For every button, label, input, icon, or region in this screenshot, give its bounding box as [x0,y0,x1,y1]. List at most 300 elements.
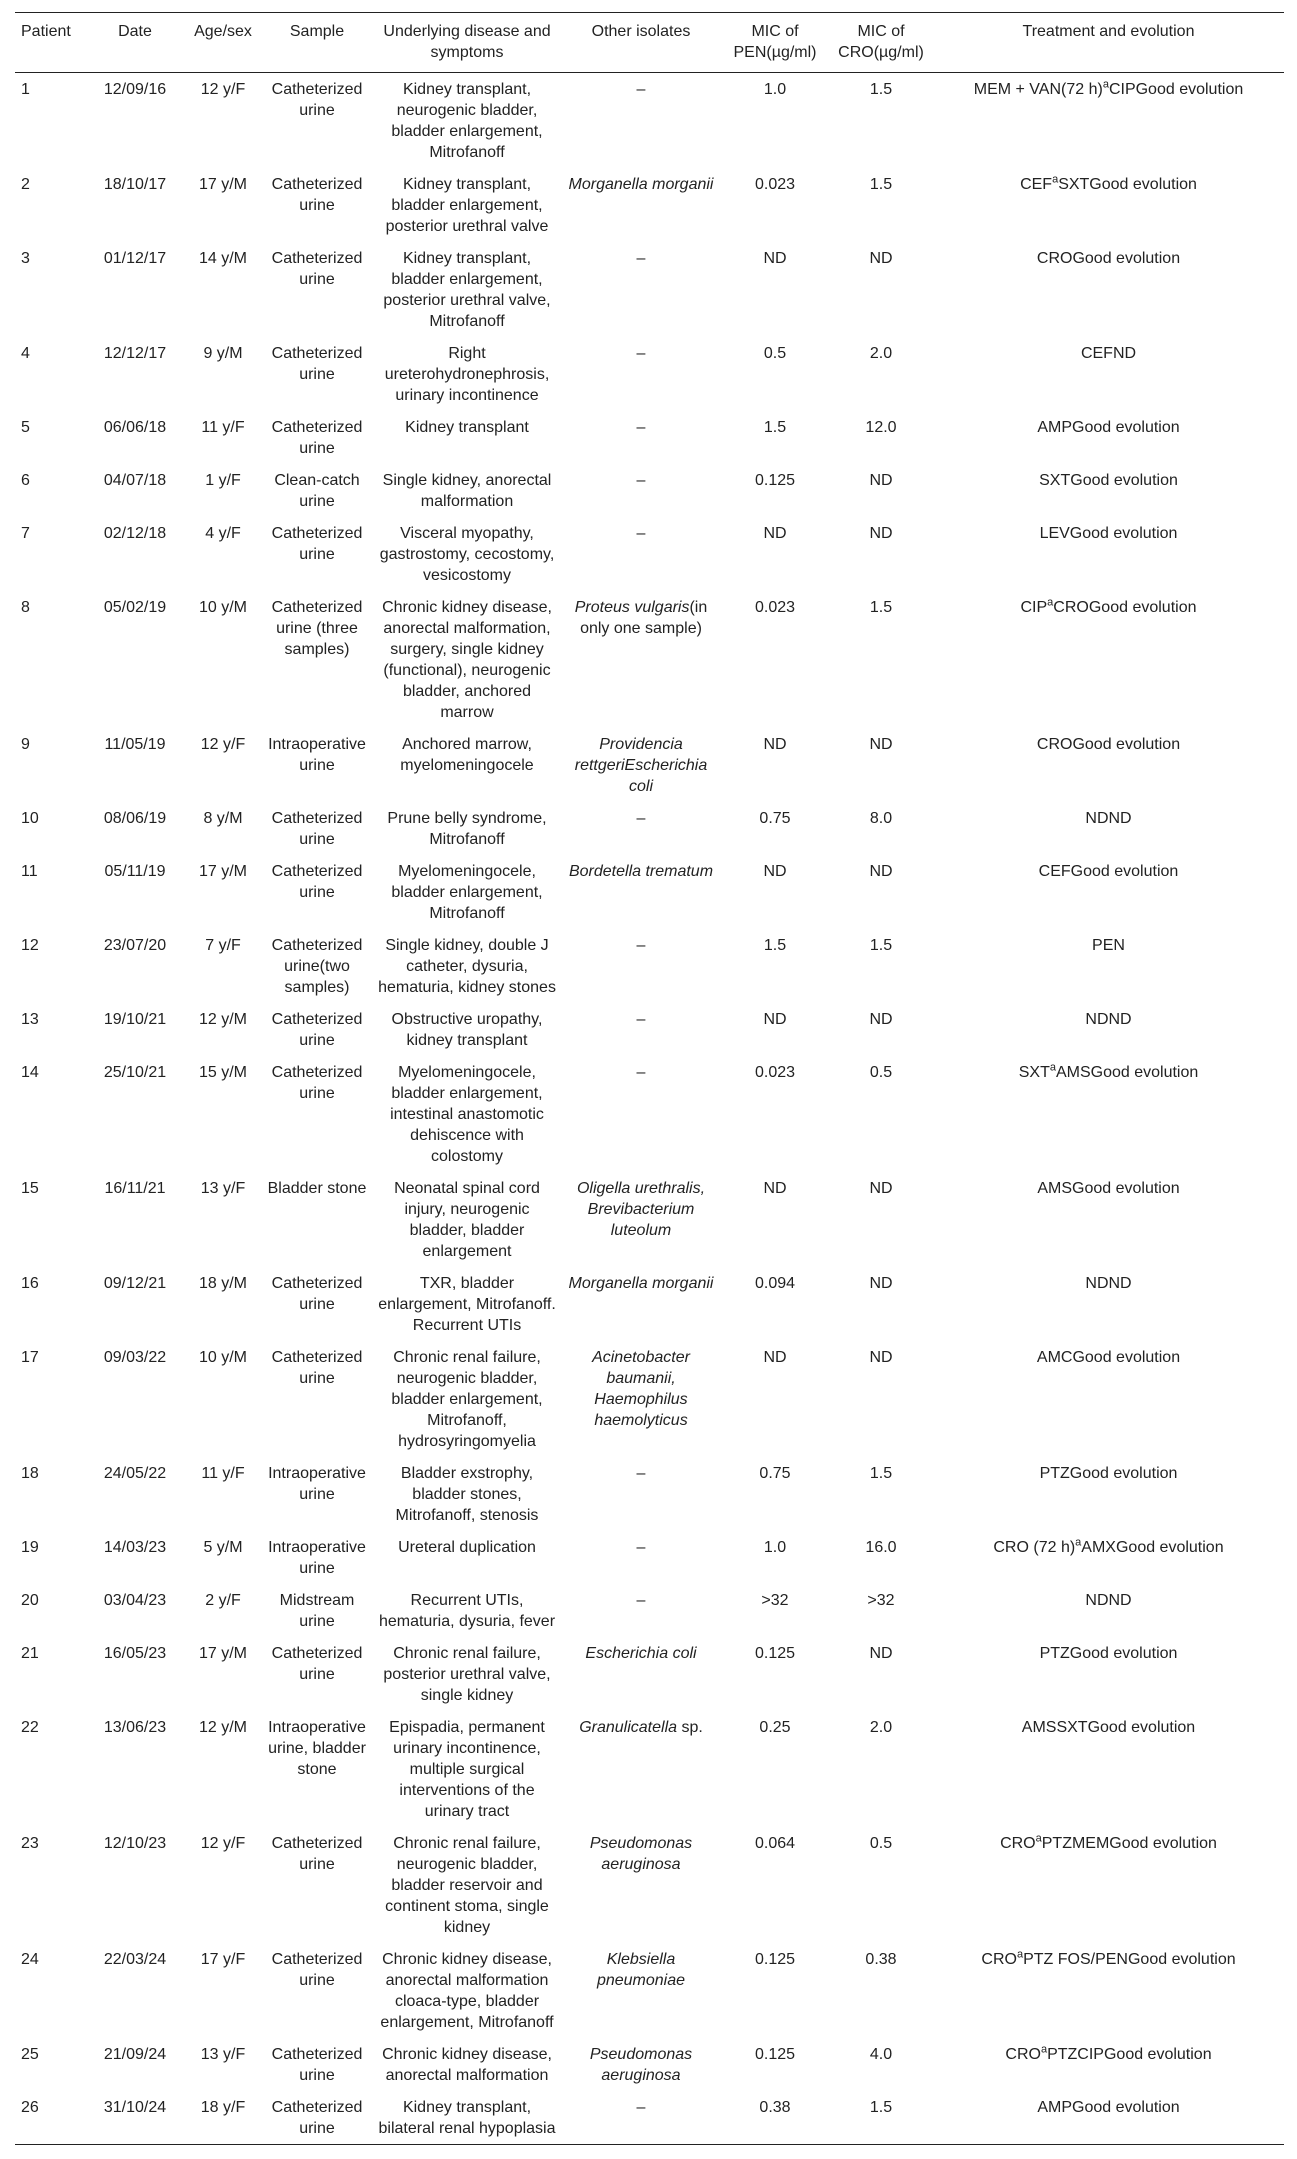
cell-sample: Catheterized urine [271,345,363,383]
treatment-evolution: NDND [1085,1275,1132,1292]
table-row [15,1637,1284,1711]
cell-age-sex: 8 y/M [203,810,243,827]
cell-treatment [933,73,1284,169]
cell-disease: Anchored marrow, myelomeningocele [400,736,534,774]
cell-mic-cro: 0.38 [865,1951,897,1968]
cell-sample: Catheterized urine [271,250,363,288]
cell-age-sex: 15 y/M [198,1064,247,1081]
treatment-evolution: PTZMEMGood evolution [1041,1835,1217,1852]
cell-treatment [933,1172,1284,1267]
cell-patient: 3 [21,250,30,267]
cell-mic-pen: 0.023 [754,1064,796,1081]
isolate-name: Pseudomonas aeruginosa [589,1835,693,1873]
patient-table [15,12,1284,2145]
table-row [15,1056,1284,1172]
table-container [15,12,1284,2145]
cell-isolates [561,242,721,337]
table-row [15,1584,1284,1637]
treatment-evolution: PEN [1092,937,1125,954]
isolate-name: – [636,81,646,98]
cell-disease: Kidney transplant, bilateral renal hypoplasia [378,2099,556,2137]
cell-mic-cro: ND [869,1180,893,1197]
header-mic-cro: MIC of CRO(µg/ml) [838,23,924,61]
isolate-name: – [636,1064,646,1081]
cell-isolates [561,929,721,1003]
cell-mic-cro: 12.0 [865,419,897,436]
table-row [15,802,1284,855]
cell-mic-pen: 0.5 [763,345,787,362]
cell-disease: Chronic kidney disease, anorectal malformation, surgery, single kidney (functional), neurogenic bladder, anchored marrow [382,599,552,721]
initial-treatment: CRO [981,1951,1017,1968]
table-row [15,464,1284,517]
treatment-evolution: SXTGood evolution [1058,176,1197,193]
table-row [15,2091,1284,2145]
cell-sample: Intraoperative urine [268,736,366,774]
cell-age-sex: 12 y/M [198,1719,247,1736]
cell-isolates [561,1637,721,1711]
cell-treatment [933,1943,1284,2038]
cell-mic-pen: 1.5 [763,937,787,954]
cell-sample: Bladder stone [267,1180,367,1197]
cell-age-sex: 5 y/M [203,1539,243,1556]
isolate-name: – [636,1592,646,1609]
cell-mic-pen: ND [763,1011,787,1028]
cell-mic-cro: 4.0 [869,2046,893,2063]
cell-isolates [561,1056,721,1172]
table-row [15,1457,1284,1531]
cell-date: 05/11/19 [104,863,166,880]
cell-date: 16/05/23 [103,1645,167,1662]
cell-sample: Catheterized urine (three samples) [271,599,363,658]
cell-disease: Single kidney, anorectal malformation [382,472,552,510]
cell-date: 24/05/22 [103,1465,167,1482]
treatment-evolution: NDND [1085,1592,1132,1609]
cell-date: 12/12/17 [103,345,167,362]
cell-mic-cro: ND [869,1011,893,1028]
treatment-evolution: CROGood evolution [1036,736,1181,753]
cell-treatment [933,1267,1284,1341]
isolate-name: – [636,345,646,362]
cell-date: 21/09/24 [103,2046,167,2063]
cell-date: 05/02/19 [103,599,167,616]
isolate-note: (in only one sample) [580,599,708,637]
cell-treatment [933,1827,1284,1943]
treatment-evolution: SXTGood evolution [1039,472,1178,489]
cell-sample: Catheterized urine [271,1645,363,1683]
cell-mic-pen: 1.0 [763,1539,787,1556]
treatment-evolution: AMSGood evolution [1055,1064,1199,1081]
cell-date: 11/05/19 [104,736,166,753]
cell-isolates [561,1457,721,1531]
cell-sample: Intraoperative urine [268,1539,366,1577]
cell-date: 31/10/24 [103,2099,167,2116]
cell-patient: 8 [21,599,30,616]
cell-disease: Bladder exstrophy, bladder stones, Mitrofanoff, stenosis [395,1465,539,1524]
cell-sample: Catheterized urine [271,1835,363,1873]
cell-patient: 25 [21,2046,39,2063]
header-sample: Sample [289,23,345,40]
cell-patient: 21 [21,1645,39,1662]
cell-mic-cro: ND [869,736,893,753]
cell-treatment [933,464,1284,517]
treatment-evolution: PTZ FOS/PENGood evolution [1023,1951,1236,1968]
isolate-name: Acinetobacter baumanii, Haemophilus haemolyticus [592,1349,690,1429]
cell-mic-pen: 0.75 [759,810,791,827]
cell-age-sex: 2 y/F [205,1592,241,1609]
treatment-evolution: AMXGood evolution [1081,1539,1224,1556]
header-patient: Patient [21,23,71,40]
header-mic-pen: MIC of PEN(µg/ml) [733,23,817,61]
cell-mic-pen: 0.125 [754,2046,796,2063]
cell-disease: Chronic kidney disease, anorectal malformation cloaca-type, bladder enlargement, Mitrofanoff [380,1951,554,2031]
initial-treatment: CEF [1020,176,1053,193]
cell-disease: Kidney transplant [405,419,529,436]
cell-mic-pen: 0.023 [754,176,796,193]
cell-disease: TXR, bladder enlargement, Mitrofanoff. Recurrent UTIs [378,1275,556,1334]
cell-patient: 5 [21,419,30,436]
initial-treatment: CIP [1020,599,1048,616]
cell-age-sex: 17 y/F [200,1951,246,1968]
treatment-evolution: AMPGood evolution [1037,419,1180,436]
cell-patient: 13 [21,1011,39,1028]
cell-treatment [933,1341,1284,1457]
cell-patient: 6 [21,472,30,489]
cell-sample: Catheterized urine [271,1064,363,1102]
footnote-marker: a [1035,1832,1042,1845]
cell-patient: 23 [21,1835,39,1852]
cell-mic-cro: 1.5 [869,2099,893,2116]
cell-mic-cro: ND [869,1645,893,1662]
cell-patient: 12 [21,937,39,954]
cell-mic-cro: 1.5 [869,176,893,193]
cell-sample: Catheterized urine [271,1349,363,1387]
cell-mic-pen: ND [763,1180,787,1197]
treatment-evolution: PTZCIPGood evolution [1047,2046,1212,2063]
cell-disease: Kidney transplant, bladder enlargement, posterior urethral valve [385,176,549,235]
treatment-evolution: AMPGood evolution [1037,2099,1180,2116]
cell-mic-cro: 8.0 [869,810,893,827]
cell-age-sex: 17 y/M [198,863,247,880]
cell-patient: 26 [21,2099,39,2116]
cell-sample: Midstream urine [279,1592,355,1630]
cell-disease: Right ureterohydronephrosis, urinary incontinence [384,345,550,404]
header-date: Date [118,23,152,40]
initial-treatment: CRO [1005,2046,1041,2063]
cell-date: 14/03/23 [103,1539,167,1556]
cell-disease: Myelomeningocele, bladder enlargement, intestinal anastomotic dehiscence with colostomy [390,1064,544,1165]
cell-treatment [933,802,1284,855]
treatment-evolution: PTZGood evolution [1039,1465,1178,1482]
cell-patient: 20 [21,1592,39,1609]
cell-mic-cro: 1.5 [869,937,893,954]
cell-isolates [561,1003,721,1056]
cell-sample: Catheterized urine [271,863,363,901]
isolate-name: Oligella urethralis, Brevibacterium luteolum [576,1180,706,1239]
cell-mic-cro: 1.5 [869,81,893,98]
cell-isolates [561,1341,721,1457]
cell-age-sex: 12 y/F [200,736,246,753]
cell-treatment [933,1531,1284,1584]
cell-sample: Catheterized urine [271,810,363,848]
cell-mic-pen: 0.064 [754,1835,796,1852]
treatment-evolution: NDND [1085,810,1132,827]
cell-sample: Catheterized urine(two samples) [271,937,363,996]
cell-treatment [933,168,1284,242]
isolate-name: – [636,472,646,489]
cell-mic-pen: ND [763,863,787,880]
treatment-evolution: CEFGood evolution [1038,863,1179,880]
cell-date: 09/12/21 [103,1275,167,1292]
cell-date: 19/10/21 [103,1011,167,1028]
isolate-name: Escherichia coli [585,1645,697,1662]
cell-sample: Clean-catch urine [274,472,360,510]
cell-treatment [933,728,1284,802]
footnote-marker: a [1052,173,1059,186]
cell-date: 06/06/18 [103,419,167,436]
cell-date: 04/07/18 [103,472,167,489]
cell-disease: Chronic renal failure, posterior urethral valve, single kidney [383,1645,551,1704]
isolate-name: – [636,419,646,436]
cell-age-sex: 18 y/F [200,2099,246,2116]
cell-isolates [561,1711,721,1827]
cell-age-sex: 17 y/M [198,1645,247,1662]
isolate-name: Morganella morganii [568,176,714,193]
treatment-evolution: AMSGood evolution [1037,1180,1180,1197]
cell-disease: Chronic kidney disease, anorectal malformation [382,2046,552,2084]
table-row [15,929,1284,1003]
cell-isolates [561,411,721,464]
table-row [15,73,1284,169]
cell-mic-pen: >32 [761,1592,789,1609]
isolate-name: Morganella morganii [568,1275,714,1292]
cell-patient: 11 [21,863,38,880]
cell-mic-cro: ND [869,472,893,489]
table-row [15,1943,1284,2038]
cell-age-sex: 12 y/M [198,1011,247,1028]
table-row [15,1267,1284,1341]
cell-treatment [933,1711,1284,1827]
cell-mic-cro: ND [869,1275,893,1292]
cell-patient: 2 [21,176,30,193]
cell-age-sex: 11 y/F [201,419,245,436]
cell-age-sex: 1 y/F [205,472,241,489]
initial-treatment: MEM + VAN(72 h) [973,81,1103,98]
cell-patient: 18 [21,1465,39,1482]
treatment-evolution: AMSSXTGood evolution [1021,1719,1196,1736]
cell-mic-cro: ND [869,250,893,267]
footnote-marker: a [1075,1536,1082,1549]
cell-date: 12/10/23 [103,1835,167,1852]
cell-mic-cro: >32 [867,1592,895,1609]
cell-sample: Catheterized urine [271,419,363,457]
cell-mic-cro: ND [869,1349,893,1366]
cell-isolates [561,1584,721,1637]
cell-disease: Chronic renal failure, neurogenic bladder, bladder enlargement, Mitrofanoff, hydrosyringomyelia [391,1349,543,1450]
cell-mic-pen: ND [763,736,787,753]
cell-date: 01/12/17 [103,250,167,267]
cell-patient: 16 [21,1275,39,1292]
cell-date: 25/10/21 [103,1064,167,1081]
cell-isolates [561,1943,721,2038]
isolate-name: Granulicatella [579,1719,678,1736]
header-treatment: Treatment and evolution [1022,23,1195,40]
cell-mic-cro: 0.5 [869,1835,893,1852]
cell-mic-pen: 0.25 [759,1719,791,1736]
cell-mic-cro: 0.5 [869,1064,893,1081]
cell-disease: Neonatal spinal cord injury, neurogenic bladder, bladder enlargement [394,1180,540,1260]
cell-isolates [561,591,721,728]
cell-date: 13/06/23 [103,1719,167,1736]
cell-date: 09/03/22 [103,1349,167,1366]
cell-date: 23/07/20 [103,937,167,954]
cell-patient: 19 [21,1539,39,1556]
cell-age-sex: 13 y/F [200,2046,246,2063]
cell-patient: 24 [21,1951,39,1968]
table-row [15,591,1284,728]
cell-age-sex: 18 y/M [198,1275,247,1292]
treatment-evolution: AMCGood evolution [1036,1349,1181,1366]
cell-patient: 7 [21,525,30,542]
cell-isolates [561,802,721,855]
cell-sample: Catheterized urine [271,81,363,119]
cell-isolates [561,73,721,169]
cell-date: 08/06/19 [103,810,167,827]
cell-treatment [933,1584,1284,1637]
treatment-evolution: NDND [1085,1011,1132,1028]
cell-isolates [561,337,721,411]
header-row [15,13,1284,73]
cell-treatment [933,855,1284,929]
cell-age-sex: 7 y/F [205,937,241,954]
cell-isolates [561,1267,721,1341]
cell-mic-pen: ND [763,525,787,542]
cell-disease: Recurrent UTIs, hematuria, dysuria, fever [378,1592,556,1630]
cell-disease: Ureteral duplication [398,1539,536,1556]
cell-sample: Catheterized urine [271,2046,363,2084]
cell-mic-pen: 0.023 [754,599,796,616]
footnote-marker: a [1047,596,1054,609]
cell-disease: Single kidney, double J catheter, dysuria, hematuria, kidney stones [378,937,556,996]
cell-treatment [933,1003,1284,1056]
cell-disease: Chronic renal failure, neurogenic bladder, bladder reservoir and continent stoma, single kidney [385,1835,549,1936]
table-row [15,168,1284,242]
cell-date: 02/12/18 [103,525,167,542]
table-row [15,1341,1284,1457]
cell-mic-pen: 0.75 [759,1465,791,1482]
cell-patient: 22 [21,1719,39,1736]
cell-treatment [933,1457,1284,1531]
cell-age-sex: 14 y/M [198,250,247,267]
isolate-name: – [636,2099,646,2116]
cell-sample: Catheterized urine [271,1951,363,1989]
cell-treatment [933,1637,1284,1711]
cell-age-sex: 11 y/F [201,1465,245,1482]
cell-disease: Obstructive uropathy, kidney transplant [391,1011,543,1049]
cell-patient: 17 [21,1349,39,1366]
cell-mic-pen: 0.125 [754,472,796,489]
cell-mic-cro: 16.0 [865,1539,897,1556]
cell-date: 16/11/21 [104,1180,166,1197]
cell-treatment [933,411,1284,464]
table-row [15,411,1284,464]
treatment-evolution: CROGood evolution [1036,250,1181,267]
cell-mic-pen: 0.125 [754,1645,796,1662]
treatment-evolution: CROGood evolution [1053,599,1197,616]
cell-isolates [561,1827,721,1943]
cell-treatment [933,337,1284,411]
footnote-marker: a [1016,1948,1024,1961]
cell-disease: Visceral myopathy, gastrostomy, cecostomy, vesicostomy [379,525,555,584]
cell-mic-pen: 1.5 [763,419,787,436]
cell-mic-pen: ND [763,250,787,267]
cell-sample: Catheterized urine [271,1011,363,1049]
cell-mic-cro: ND [869,863,893,880]
cell-isolates [561,1531,721,1584]
isolate-name: Bordetella trematum [568,863,714,880]
cell-mic-pen: 0.094 [754,1275,796,1292]
cell-disease: Epispadia, permanent urinary incontinence, multiple surgical interventions of the urinary tract [389,1719,545,1820]
isolate-name: – [636,525,646,542]
cell-isolates [561,2091,721,2145]
cell-mic-pen: 0.38 [759,2099,791,2116]
cell-age-sex: 9 y/M [203,345,243,362]
cell-disease: Kidney transplant, bladder enlargement, posterior urethral valve, Mitrofanoff [383,250,551,330]
cell-date: 22/03/24 [103,1951,167,1968]
cell-mic-pen: 0.125 [754,1951,796,1968]
isolate-name: Providencia rettgeriEscherichia coli [574,736,708,795]
cell-treatment [933,2038,1284,2091]
isolate-name: – [636,1539,646,1556]
cell-age-sex: 17 y/M [198,176,247,193]
cell-isolates [561,168,721,242]
initial-treatment: CRO (72 h) [993,1539,1076,1556]
cell-age-sex: 10 y/M [198,599,247,616]
cell-age-sex: 4 y/F [205,525,241,542]
table-row [15,1172,1284,1267]
header-age-sex: Age/sex [194,23,252,40]
cell-sample: Catheterized urine [271,525,363,563]
isolate-name: – [636,1011,646,1028]
cell-treatment [933,242,1284,337]
table-row [15,517,1284,591]
cell-sample: Intraoperative urine, bladder stone [268,1719,366,1778]
initial-treatment: CRO [1000,1835,1036,1852]
cell-sample: Catheterized urine [271,176,363,214]
treatment-evolution: LEVGood evolution [1039,525,1178,542]
header-isolates: Other isolates [591,23,691,40]
table-row [15,1003,1284,1056]
isolate-name: – [636,937,646,954]
cell-mic-cro: 2.0 [869,345,893,362]
cell-mic-pen: ND [763,1349,787,1366]
cell-mic-cro: 1.5 [869,1465,893,1482]
table-row [15,242,1284,337]
cell-treatment [933,591,1284,728]
cell-sample: Catheterized urine [271,1275,363,1313]
footnote-marker: a [1040,2043,1048,2056]
footnote-marker: a [1102,78,1109,91]
cell-date: 18/10/17 [103,176,167,193]
isolate-name: Proteus vulgaris [574,599,690,616]
cell-isolates [561,2038,721,2091]
cell-patient: 14 [21,1064,39,1081]
cell-treatment [933,517,1284,591]
isolate-name: Pseudomonas aeruginosa [589,2046,693,2084]
cell-isolates [561,728,721,802]
cell-mic-cro: 2.0 [869,1719,893,1736]
cell-patient: 1 [21,81,30,98]
table-row [15,1711,1284,1827]
